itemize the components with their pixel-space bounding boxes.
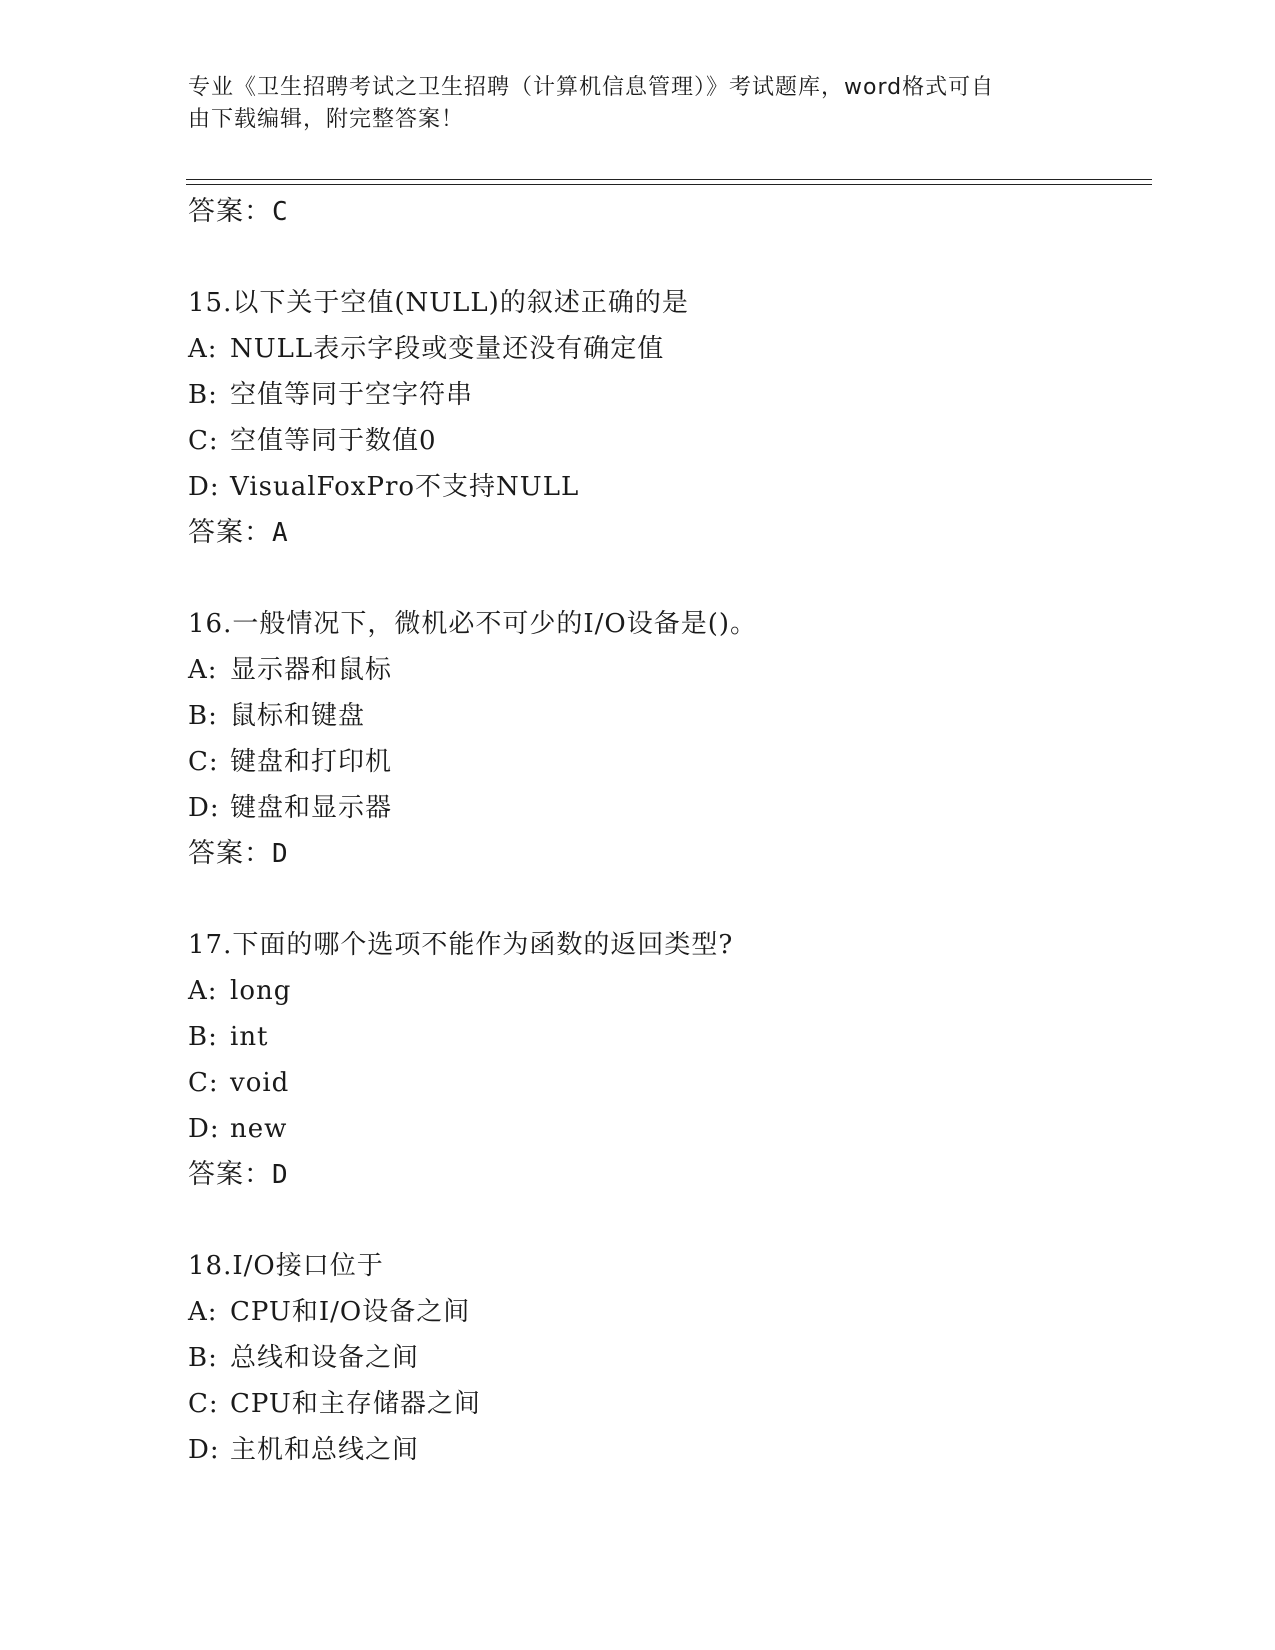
option-a [188,326,1148,372]
option-label: B: [188,1022,218,1052]
option-label: D: [188,1114,220,1144]
option-a [188,968,1148,1014]
option-d [188,1106,1148,1152]
option-label: D: [188,793,220,823]
answer-value: D [272,1160,289,1190]
header-divider-bottom [186,184,1152,185]
option-label: C: [188,426,219,456]
answer-label: 答案： [188,196,272,227]
option-text: 键盘和打印机 [230,747,393,777]
question-title: 16.一般情况下，微机必不可少的I/O设备是()。 [188,609,757,639]
option-d [188,785,1148,831]
option-text: long [230,976,292,1006]
option-text: NULL表示字段或变量还没有确定值 [230,334,665,364]
option-label: A: [188,1297,218,1327]
option-c [188,739,1148,785]
answer-line [188,510,1148,556]
option-label: C: [188,747,219,777]
option-b [188,1335,1148,1381]
option-text: new [230,1114,288,1144]
question-block [188,280,1148,556]
option-text: 鼠标和键盘 [230,701,366,731]
option-c [188,1381,1148,1427]
option-text: VisualFoxPro不支持NULL [230,472,580,502]
answer-label: 答案： [188,1159,272,1190]
question-title: 17.下面的哪个选项不能作为函数的返回类型? [188,930,734,960]
option-d [188,1427,1148,1473]
answer-label: 答案： [188,838,272,869]
option-label: D: [188,472,220,502]
answer-line [188,1152,1148,1198]
answer-label: 答案： [188,517,272,548]
option-text: void [230,1068,290,1098]
option-label: C: [188,1068,219,1098]
question-list [188,189,1148,1473]
option-c [188,418,1148,464]
option-text: CPU和主存储器之间 [230,1389,481,1419]
option-text: 总线和设备之间 [230,1343,420,1373]
answer-value: D [272,839,289,869]
question-title: 15.以下关于空值(NULL)的叙述正确的是 [188,288,689,318]
option-label: B: [188,1343,218,1373]
option-a [188,1289,1148,1335]
option-a [188,647,1148,693]
option-text: 主机和总线之间 [230,1435,420,1465]
answer-value: A [272,518,289,548]
option-label: D: [188,1435,220,1465]
header-line-2: 由下载编辑，附完整答案！ [188,107,465,132]
question-block [188,922,1148,1198]
question-title: 18.I/O接口位于 [188,1251,384,1281]
question-block [188,1243,1148,1473]
option-label: C: [188,1389,219,1419]
question-block [188,601,1148,877]
option-c [188,1060,1148,1106]
option-label: A: [188,655,218,685]
option-d [188,464,1148,510]
option-b [188,1014,1148,1060]
answer-value: C [272,197,289,227]
option-b [188,372,1148,418]
option-text: 键盘和显示器 [230,793,393,823]
option-b [188,693,1148,739]
answer-line [188,189,1148,235]
option-label: B: [188,380,218,410]
option-label: A: [188,334,218,364]
header-divider-top [186,179,1152,180]
option-label: A: [188,976,218,1006]
option-text: 空值等同于空字符串 [230,380,474,410]
answer-line [188,831,1148,877]
option-label: B: [188,701,218,731]
option-text: CPU和I/O设备之间 [230,1297,471,1327]
option-text: int [230,1022,269,1052]
document-header [188,72,1068,136]
header-line-1: 专业《卫生招聘考试之卫生招聘（计算机信息管理）》考试题库，word格式可自 [188,75,995,100]
option-text: 空值等同于数值0 [230,426,437,456]
option-text: 显示器和鼠标 [230,655,393,685]
